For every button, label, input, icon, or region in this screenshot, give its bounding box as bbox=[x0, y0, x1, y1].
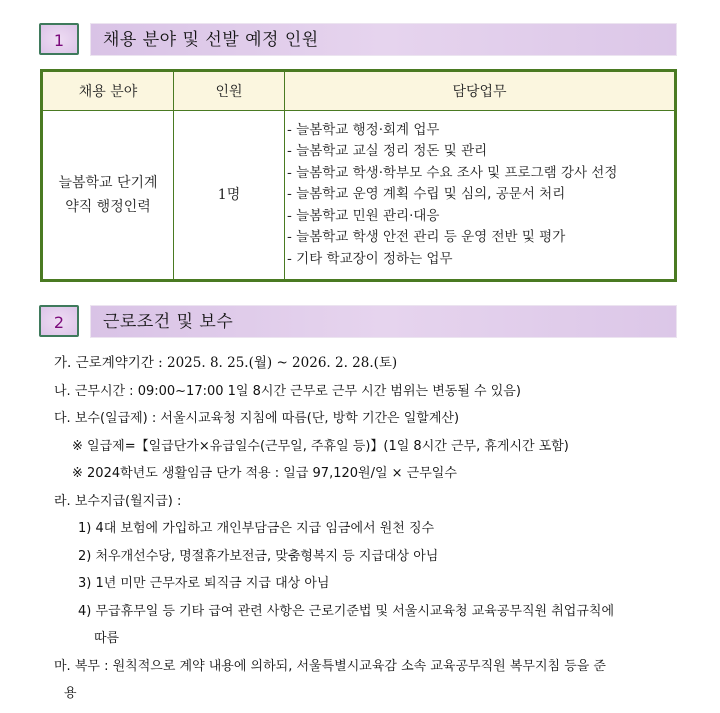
section2-header bbox=[39, 305, 677, 339]
table-header-row bbox=[42, 71, 676, 111]
field-line-2: 약직 행정인력 bbox=[65, 199, 151, 215]
section2-title: 근로조건 및 보수 bbox=[90, 305, 677, 338]
pay-schedule-item-3: 3) 1년 미만 근무자로 퇴직금 지급 대상 아님 bbox=[78, 576, 330, 591]
item-duty-rules: 마. 복무 : 원칙적으로 계약 내용에 의하되, 서울특별시교육감 소속 교육공무직원 복무지침 등을 준 bbox=[54, 658, 606, 674]
section1-header bbox=[39, 23, 677, 57]
duty-item: - 늘봄학교 운영 계획 수립 및 심의, 공문서 처리 bbox=[287, 186, 566, 203]
duty-item: - 늘봄학교 민원 관리·대응 bbox=[287, 207, 440, 224]
header-count: 인원 bbox=[174, 71, 285, 111]
item-pay: 다. 보수(일급제) : 서울시교육청 지침에 따름(단, 방학 기간은 일할계산) bbox=[54, 411, 460, 426]
cell-count: 1명 bbox=[174, 111, 285, 281]
item-duty-rules-cont: 용 bbox=[64, 686, 77, 701]
working-conditions-body bbox=[54, 350, 694, 708]
item-working-hours: 나. 근무시간 : 09:00~17:00 1일 8시간 근무로 근무 시간 범위는 변동될 수 있음) bbox=[54, 383, 521, 399]
header-field: 채용 분야 bbox=[42, 71, 174, 111]
pay-schedule-item-1: 1) 4대 보험에 가입하고 개인부담금은 지급 임금에서 원천 징수 bbox=[78, 521, 435, 536]
item-pay-schedule: 라. 보수지급(월지급) : bbox=[54, 493, 182, 509]
duty-item: - 늘봄학교 학생·학부모 수요 조사 및 프로그램 강사 선정 bbox=[287, 164, 618, 181]
pay-note-rate: ※ 2024학년도 생활임금 단가 적용 : 일급 97,120원/일 × 근무일수 bbox=[72, 466, 457, 481]
cell-field bbox=[42, 111, 174, 281]
duty-item: - 기타 학교장이 정하는 업무 bbox=[287, 250, 453, 267]
pay-note-formula: ※ 일급제=【일급단가×유급일수(근무일, 주휴일 등)】(1일 8시간 근무, 휴게시간 포함) bbox=[72, 438, 569, 454]
item-contract-period: 가. 근로계약기간 : 2025. 8. 25.(월) ~ 2026. 2. 28.(토) bbox=[54, 355, 398, 371]
section2-number-badge: 2 bbox=[39, 305, 79, 337]
duty-item: - 늘봄학교 학생 안전 관리 등 운영 전반 및 평가 bbox=[287, 229, 566, 246]
section1-number-badge: 1 bbox=[39, 23, 79, 55]
section1-title: 채용 분야 및 선발 예정 인원 bbox=[90, 23, 677, 56]
pay-schedule-item-4: 4) 무급휴무일 등 기타 급여 관련 사항은 근로기준법 및 서울시교육청 교육공무직원 취업규칙에 bbox=[78, 603, 615, 619]
pay-schedule-item-2: 2) 처우개선수당, 명절휴가보전금, 맞춤형복지 등 지급대상 아님 bbox=[78, 548, 439, 564]
duty-item: - 늘봄학교 교실 정리 정돈 및 관리 bbox=[287, 143, 488, 160]
table-row bbox=[42, 111, 676, 281]
pay-schedule-item-4-cont: 따름 bbox=[94, 631, 120, 646]
cell-duties bbox=[285, 111, 676, 281]
duty-item: - 늘봄학교 행정·회계 업무 bbox=[287, 121, 440, 138]
field-line-1: 늘봄학교 단기계 bbox=[58, 175, 158, 191]
recruitment-table bbox=[40, 69, 677, 282]
header-duties: 담당업무 bbox=[285, 71, 676, 111]
